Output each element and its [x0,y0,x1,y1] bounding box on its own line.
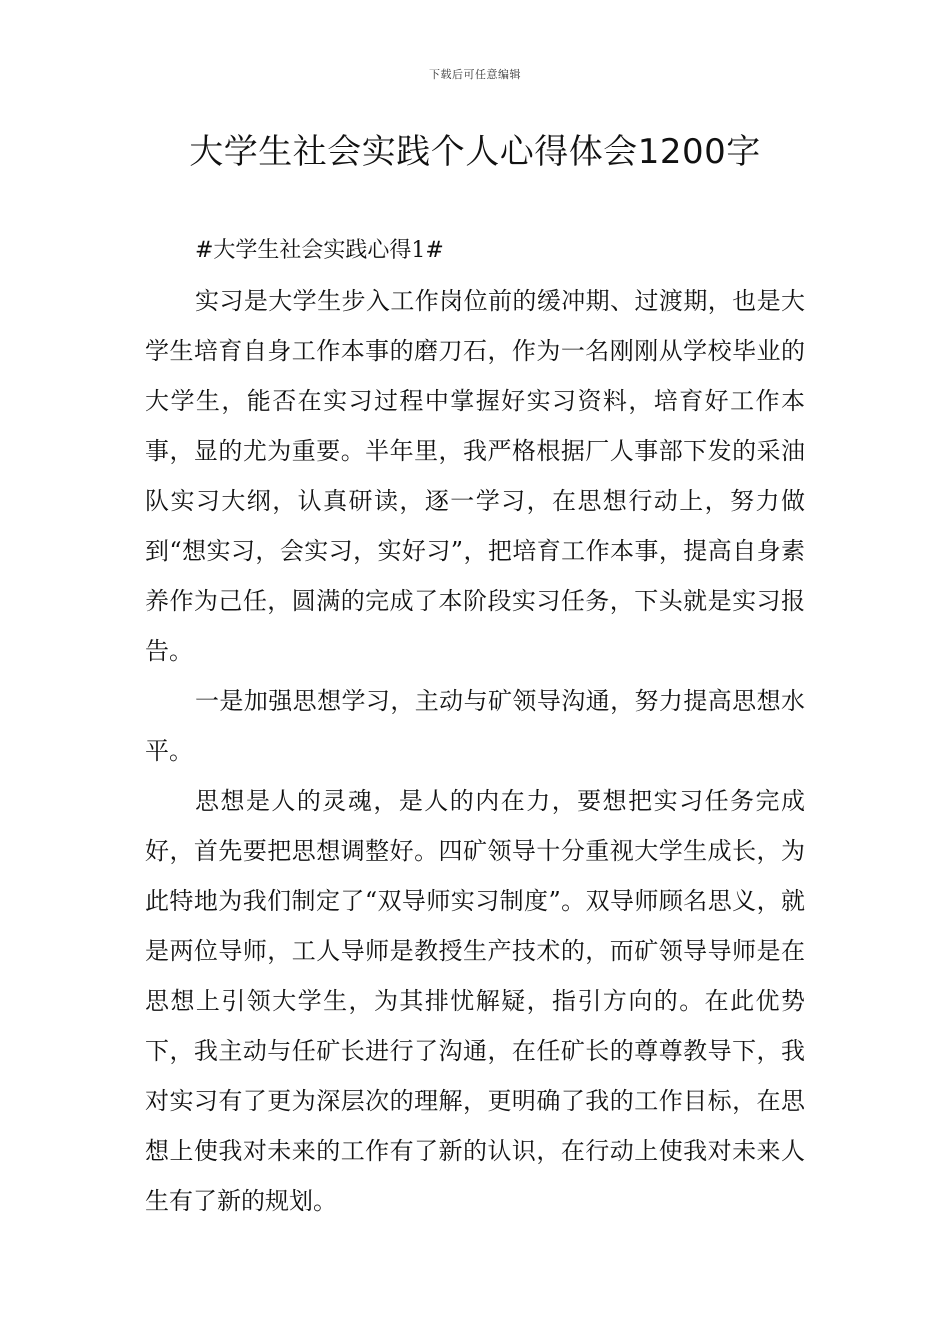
body-paragraph-2: 一是加强思想学习，主动与矿领导沟通，努力提高思想水平。 [145,687,805,765]
section-heading: #大学生社会实践心得1# [195,238,444,263]
document-body [145,226,805,1226]
body-paragraph-3: 思想是人的灵魂，是人的内在力，要想把实习任务完成好，首先要把思想调整好。四矿领导十分重视大学生成长，为此特地为我们制定了“双导师实习制度”。双导师顾名思义，就是两位导师，工人导师是教授生产技术的，而矿领导导师是在思想上引领大学生，为其排忧解疑，指引方向的。在此优势下，我主动与任矿长进行了沟通，在任矿长的尊尊教导下，我对实习有了更为深层次的理解，更明确了我的工作目标，在思想上使我对未来的工作有了新的认识，在行动上使我对未来人生有了新的规划。 [145,787,805,1215]
body-paragraph-1: 实习是大学生步入工作岗位前的缓冲期、过渡期，也是大学生培育自身工作本事的磨刀石，作为一名刚刚从学校毕业的大学生，能否在实习过程中掌握好实习资料，培育好工作本事，显的尤为重要。半年里，我严格根据厂人事部下发的采油队实习大纲，认真研读，逐一学习，在思想行动上，努力做到“想实习，会实习，实好习”，把培育工作本事，提高自身素养作为己任，圆满的完成了本阶段实习任务，下头就是实习报告。 [145,287,805,665]
document-title: 大学生社会实践个人心得体会1200字 [189,132,761,172]
page-header-note: 下载后可任意编辑 [429,68,521,81]
